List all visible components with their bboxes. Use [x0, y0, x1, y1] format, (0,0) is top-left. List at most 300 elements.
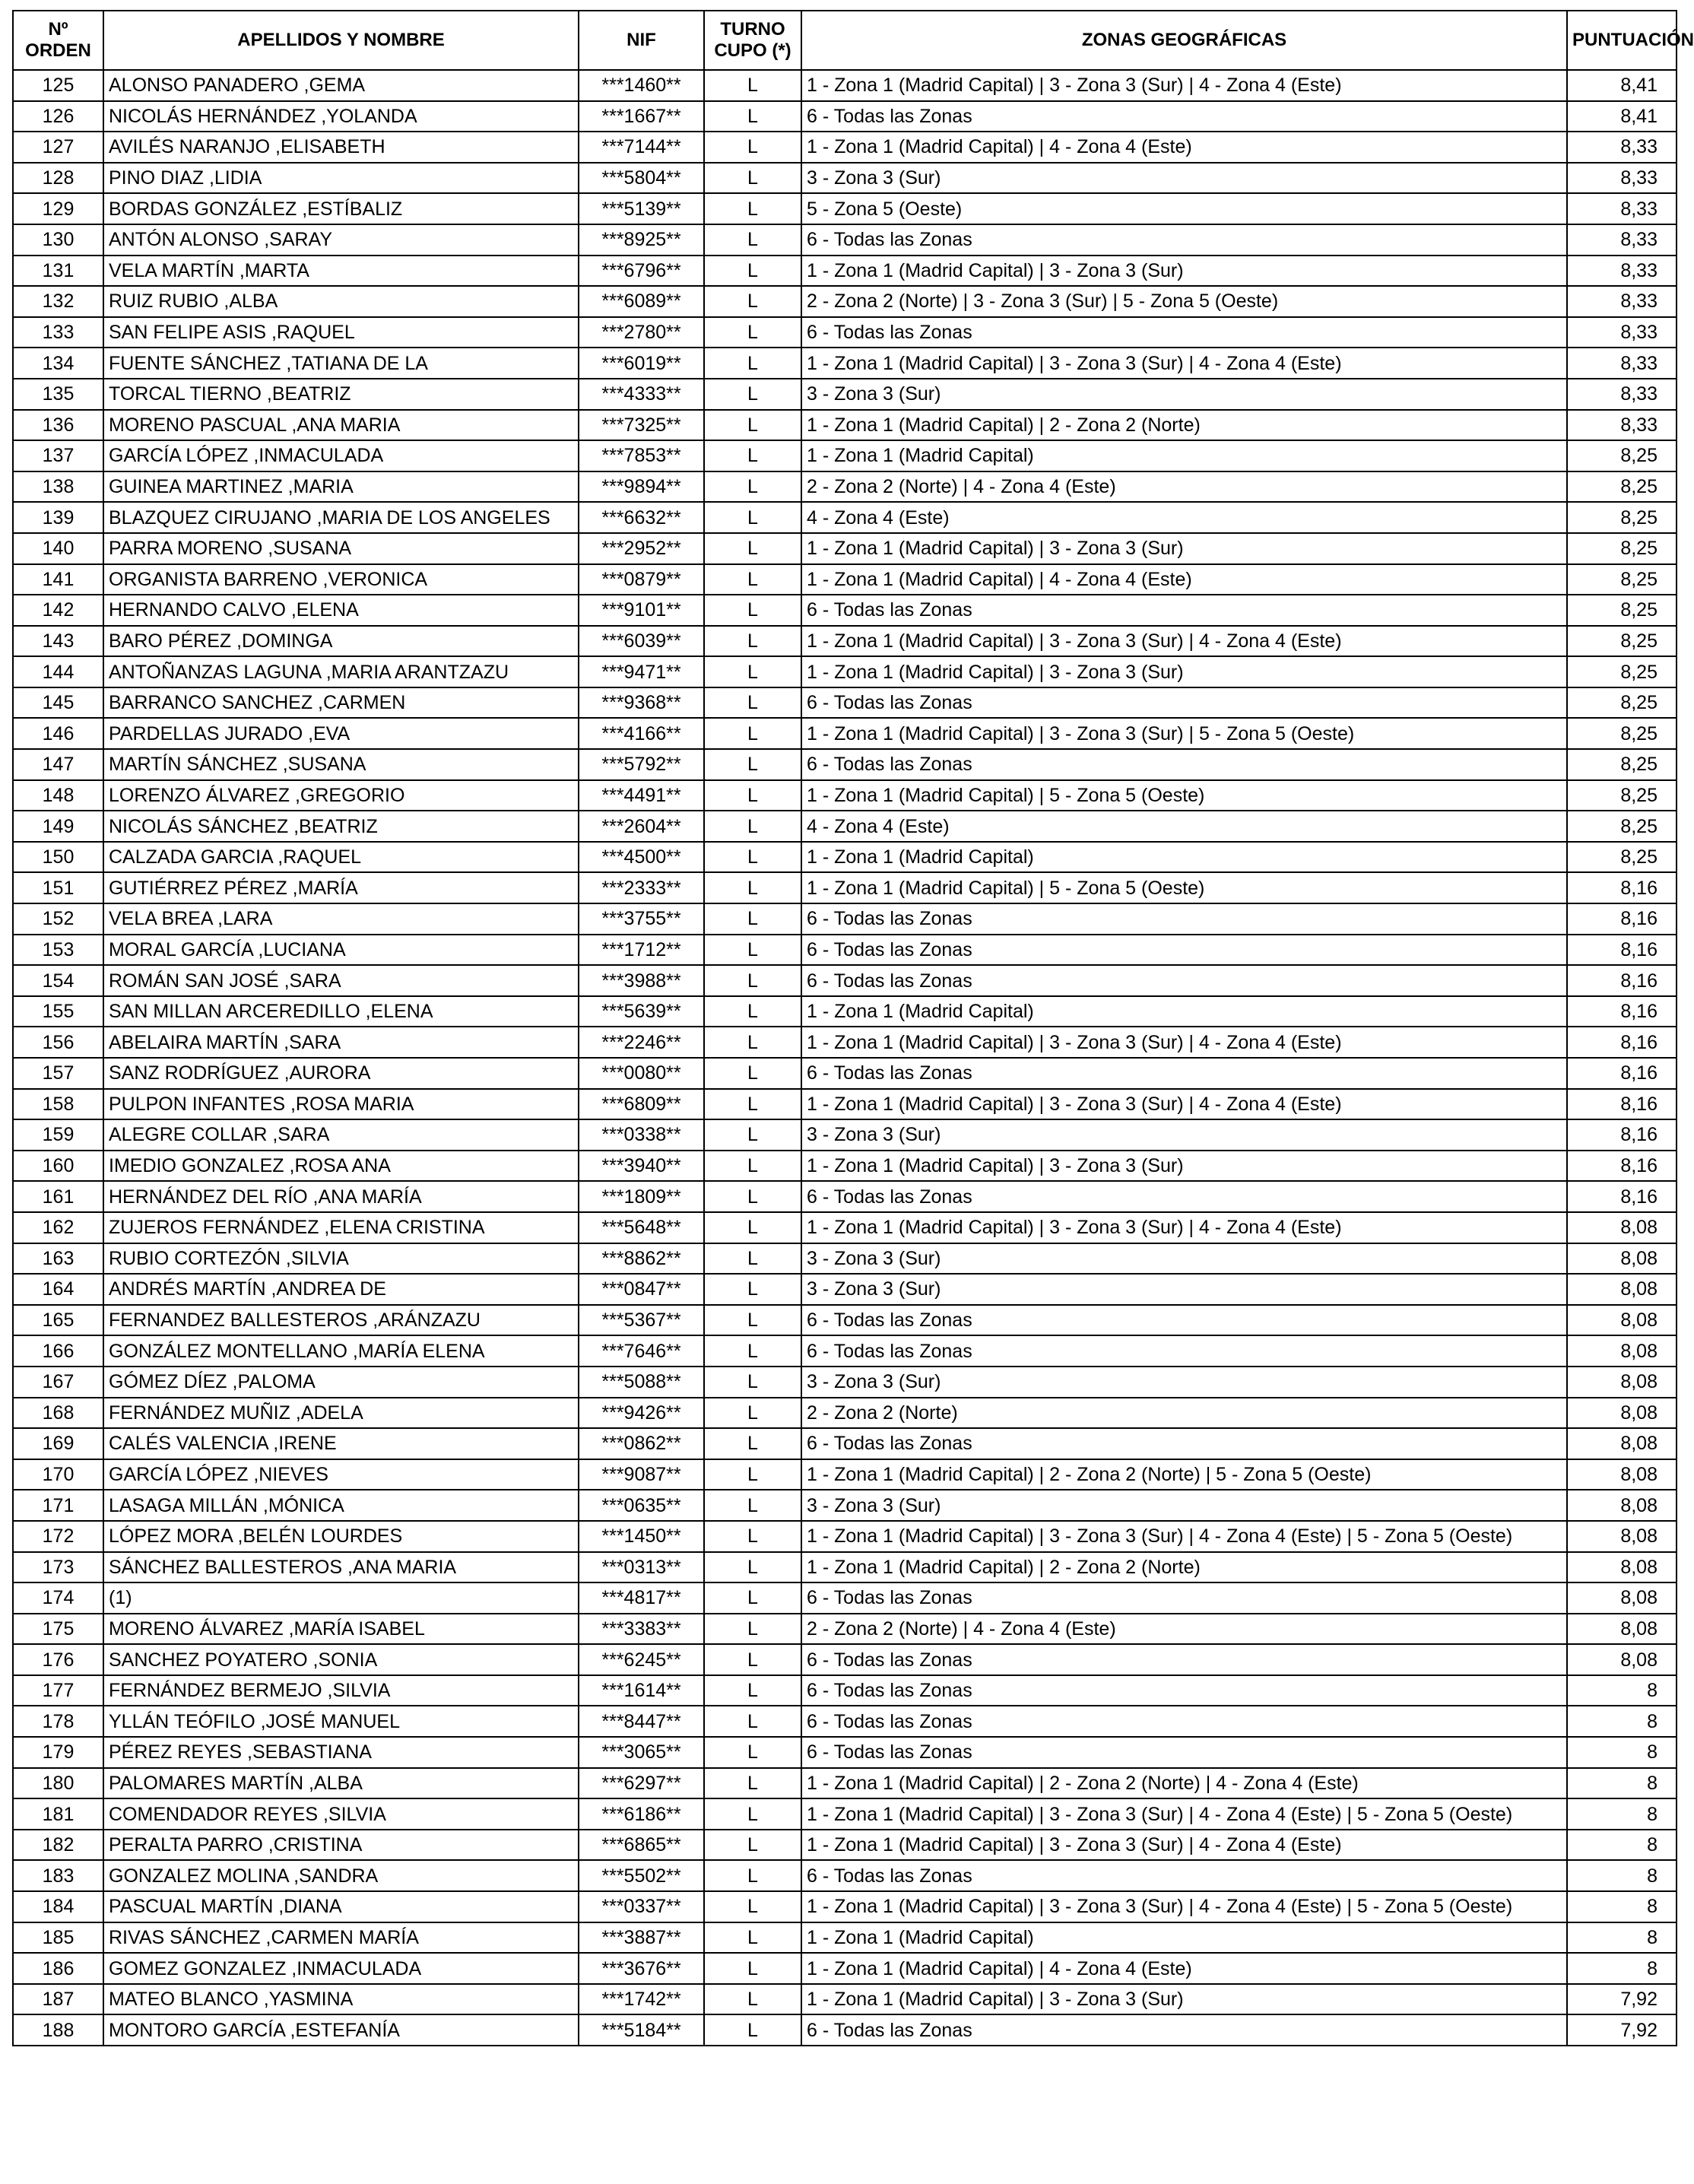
cell-nif: ***6186**	[579, 1798, 704, 1830]
cell-puntuacion: 8	[1567, 1860, 1677, 1891]
table-row	[13, 1552, 1677, 1583]
table-row	[13, 626, 1677, 657]
cell-nif: ***5792**	[579, 749, 704, 780]
cell-turno: L	[704, 1614, 801, 1645]
table-row	[13, 1891, 1677, 1922]
cell-orden: 156	[13, 1027, 103, 1058]
cell-nif: ***0862**	[579, 1428, 704, 1459]
table-row	[13, 193, 1677, 224]
cell-turno: L	[704, 1644, 801, 1675]
table-row	[13, 656, 1677, 687]
cell-orden: 131	[13, 256, 103, 287]
cell-nombre: BARRANCO SANCHEZ ,CARMEN	[103, 687, 579, 719]
table-row	[13, 935, 1677, 966]
cell-nif: ***5088**	[579, 1367, 704, 1398]
cell-turno: L	[704, 163, 801, 194]
table-row	[13, 379, 1677, 410]
cell-zonas: 6 - Todas las Zonas	[801, 749, 1567, 780]
cell-nombre: GONZÁLEZ MONTELLANO ,MARÍA ELENA	[103, 1335, 579, 1367]
cell-zonas: 6 - Todas las Zonas	[801, 1860, 1567, 1891]
cell-orden: 154	[13, 965, 103, 996]
header-zonas: ZONAS GEOGRÁFICAS	[801, 11, 1567, 70]
cell-nif: ***4333**	[579, 379, 704, 410]
cell-nif: ***7144**	[579, 132, 704, 163]
cell-nombre: TORCAL TIERNO ,BEATRIZ	[103, 379, 579, 410]
cell-nif: ***2780**	[579, 317, 704, 348]
cell-orden: 164	[13, 1274, 103, 1305]
cell-turno: L	[704, 718, 801, 749]
table-row	[13, 1984, 1677, 2015]
cell-nombre: ALONSO PANADERO ,GEMA	[103, 70, 579, 101]
cell-nombre: GONZALEZ MOLINA ,SANDRA	[103, 1860, 579, 1891]
header-row	[13, 11, 1677, 70]
cell-zonas: 6 - Todas las Zonas	[801, 687, 1567, 719]
cell-nombre: GARCÍA LÓPEZ ,NIEVES	[103, 1459, 579, 1490]
cell-orden: 147	[13, 749, 103, 780]
cell-puntuacion: 8,33	[1567, 193, 1677, 224]
cell-puntuacion: 8,08	[1567, 1305, 1677, 1336]
cell-turno: L	[704, 1459, 801, 1490]
cell-puntuacion: 8,41	[1567, 101, 1677, 132]
cell-puntuacion: 8,33	[1567, 348, 1677, 379]
cell-nif: ***3887**	[579, 1922, 704, 1954]
cell-turno: L	[704, 1274, 801, 1305]
cell-orden: 167	[13, 1367, 103, 1398]
cell-zonas: 1 - Zona 1 (Madrid Capital) | 5 - Zona 5 (Oeste)	[801, 872, 1567, 903]
cell-puntuacion: 8,08	[1567, 1335, 1677, 1367]
cell-orden: 151	[13, 872, 103, 903]
header-orden-line1: Nº	[48, 19, 68, 40]
cell-nombre: BORDAS GONZÁLEZ ,ESTÍBALIZ	[103, 193, 579, 224]
cell-puntuacion: 8,08	[1567, 1367, 1677, 1398]
cell-zonas: 6 - Todas las Zonas	[801, 903, 1567, 935]
cell-nombre: LASAGA MILLÁN ,MÓNICA	[103, 1490, 579, 1521]
table-row	[13, 1860, 1677, 1891]
cell-puntuacion: 8,33	[1567, 317, 1677, 348]
cell-puntuacion: 8,33	[1567, 379, 1677, 410]
cell-puntuacion: 8,16	[1567, 872, 1677, 903]
cell-puntuacion: 7,92	[1567, 1984, 1677, 2015]
cell-orden: 172	[13, 1521, 103, 1552]
cell-orden: 180	[13, 1768, 103, 1799]
cell-puntuacion: 8,25	[1567, 656, 1677, 687]
table-row	[13, 1644, 1677, 1675]
cell-puntuacion: 8,25	[1567, 718, 1677, 749]
cell-nombre: FERNÁNDEZ MUÑIZ ,ADELA	[103, 1398, 579, 1429]
table-row	[13, 1367, 1677, 1398]
cell-nif: ***8447**	[579, 1706, 704, 1737]
cell-nombre: PASCUAL MARTÍN ,DIANA	[103, 1891, 579, 1922]
cell-nif: ***9426**	[579, 1398, 704, 1429]
cell-zonas: 1 - Zona 1 (Madrid Capital)	[801, 1922, 1567, 1954]
cell-zonas: 6 - Todas las Zonas	[801, 935, 1567, 966]
cell-nif: ***0080**	[579, 1058, 704, 1089]
cell-orden: 169	[13, 1428, 103, 1459]
table-row	[13, 749, 1677, 780]
table-row	[13, 502, 1677, 533]
cell-turno: L	[704, 1737, 801, 1768]
cell-zonas: 1 - Zona 1 (Madrid Capital) | 3 - Zona 3 (Sur) | 4 - Zona 4 (Este)	[801, 70, 1567, 101]
cell-turno: L	[704, 935, 801, 966]
cell-puntuacion: 8,33	[1567, 224, 1677, 256]
cell-turno: L	[704, 1521, 801, 1552]
cell-turno: L	[704, 1798, 801, 1830]
cell-turno: L	[704, 132, 801, 163]
table-row	[13, 348, 1677, 379]
cell-turno: L	[704, 1089, 801, 1120]
cell-orden: 138	[13, 471, 103, 503]
cell-turno: L	[704, 1830, 801, 1861]
cell-orden: 142	[13, 595, 103, 626]
cell-turno: L	[704, 687, 801, 719]
cell-nif: ***9368**	[579, 687, 704, 719]
cell-nombre: LÓPEZ MORA ,BELÉN LOURDES	[103, 1521, 579, 1552]
cell-zonas: 1 - Zona 1 (Madrid Capital) | 3 - Zona 3 (Sur) | 4 - Zona 4 (Este) | 5 - Zona 5 (Oeste)	[801, 1521, 1567, 1552]
cell-nombre: BLAZQUEZ CIRUJANO ,MARIA DE LOS ANGELES	[103, 502, 579, 533]
cell-zonas: 6 - Todas las Zonas	[801, 1737, 1567, 1768]
cell-zonas: 2 - Zona 2 (Norte) | 4 - Zona 4 (Este)	[801, 471, 1567, 503]
cell-nombre: GUINEA MARTINEZ ,MARIA	[103, 471, 579, 503]
cell-turno: L	[704, 1212, 801, 1243]
table-row	[13, 718, 1677, 749]
cell-zonas: 6 - Todas las Zonas	[801, 1706, 1567, 1737]
cell-nombre: SAN FELIPE ASIS ,RAQUEL	[103, 317, 579, 348]
cell-zonas: 3 - Zona 3 (Sur)	[801, 1243, 1567, 1275]
cell-puntuacion: 8	[1567, 1737, 1677, 1768]
cell-turno: L	[704, 410, 801, 441]
cell-nif: ***5639**	[579, 996, 704, 1027]
cell-orden: 140	[13, 533, 103, 564]
cell-zonas: 1 - Zona 1 (Madrid Capital) | 3 - Zona 3 (Sur)	[801, 533, 1567, 564]
cell-turno: L	[704, 1335, 801, 1367]
cell-orden: 185	[13, 1922, 103, 1954]
table-row	[13, 1119, 1677, 1151]
cell-puntuacion: 8,25	[1567, 502, 1677, 533]
cell-nif: ***6089**	[579, 286, 704, 317]
cell-nombre: SÁNCHEZ BALLESTEROS ,ANA MARIA	[103, 1552, 579, 1583]
cell-puntuacion: 8,25	[1567, 749, 1677, 780]
table-row	[13, 101, 1677, 132]
cell-orden: 153	[13, 935, 103, 966]
cell-nif: ***1809**	[579, 1181, 704, 1212]
cell-orden: 130	[13, 224, 103, 256]
cell-turno: L	[704, 1706, 801, 1737]
cell-puntuacion: 8,16	[1567, 1181, 1677, 1212]
cell-nombre: VELA MARTÍN ,MARTA	[103, 256, 579, 287]
cell-puntuacion: 8	[1567, 1953, 1677, 1984]
cell-puntuacion: 8	[1567, 1798, 1677, 1830]
cell-puntuacion: 8,16	[1567, 1058, 1677, 1089]
cell-orden: 171	[13, 1490, 103, 1521]
cell-turno: L	[704, 286, 801, 317]
cell-orden: 148	[13, 780, 103, 811]
cell-nif: ***7325**	[579, 410, 704, 441]
cell-zonas: 6 - Todas las Zonas	[801, 1644, 1567, 1675]
cell-puntuacion: 8,08	[1567, 1459, 1677, 1490]
cell-turno: L	[704, 749, 801, 780]
table-row	[13, 533, 1677, 564]
cell-orden: 150	[13, 842, 103, 873]
cell-orden: 136	[13, 410, 103, 441]
cell-nombre: GUTIÉRREZ PÉREZ ,MARÍA	[103, 872, 579, 903]
cell-nif: ***0313**	[579, 1552, 704, 1583]
header-puntuacion: PUNTUACIÓN	[1567, 11, 1677, 70]
cell-turno: L	[704, 70, 801, 101]
cell-zonas: 2 - Zona 2 (Norte)	[801, 1398, 1567, 1429]
cell-nombre: MORAL GARCÍA ,LUCIANA	[103, 935, 579, 966]
cell-nombre: PARDELLAS JURADO ,EVA	[103, 718, 579, 749]
cell-zonas: 1 - Zona 1 (Madrid Capital) | 3 - Zona 3 (Sur)	[801, 656, 1567, 687]
cell-zonas: 1 - Zona 1 (Madrid Capital) | 3 - Zona 3 (Sur) | 4 - Zona 4 (Este)	[801, 1830, 1567, 1861]
table-row	[13, 1768, 1677, 1799]
cell-nombre: AVILÉS NARANJO ,ELISABETH	[103, 132, 579, 163]
cell-turno: L	[704, 872, 801, 903]
cell-zonas: 3 - Zona 3 (Sur)	[801, 163, 1567, 194]
cell-nif: ***3065**	[579, 1737, 704, 1768]
cell-nombre: FERNÁNDEZ BERMEJO ,SILVIA	[103, 1675, 579, 1706]
cell-zonas: 1 - Zona 1 (Madrid Capital) | 3 - Zona 3 (Sur) | 5 - Zona 5 (Oeste)	[801, 718, 1567, 749]
cell-nombre: CALZADA GARCIA ,RAQUEL	[103, 842, 579, 873]
cell-orden: 170	[13, 1459, 103, 1490]
cell-orden: 168	[13, 1398, 103, 1429]
cell-nif: ***3988**	[579, 965, 704, 996]
cell-orden: 165	[13, 1305, 103, 1336]
cell-nif: ***5367**	[579, 1305, 704, 1336]
cell-nombre: ALEGRE COLLAR ,SARA	[103, 1119, 579, 1151]
cell-nombre: PERALTA PARRO ,CRISTINA	[103, 1830, 579, 1861]
cell-puntuacion: 8	[1567, 1922, 1677, 1954]
table-row	[13, 1027, 1677, 1058]
cell-zonas: 6 - Todas las Zonas	[801, 1582, 1567, 1614]
cell-zonas: 6 - Todas las Zonas	[801, 595, 1567, 626]
table-row	[13, 471, 1677, 503]
cell-nif: ***5139**	[579, 193, 704, 224]
cell-puntuacion: 8,08	[1567, 1614, 1677, 1645]
cell-nombre: CALÉS VALENCIA ,IRENE	[103, 1428, 579, 1459]
table-row	[13, 410, 1677, 441]
cell-puntuacion: 8,08	[1567, 1552, 1677, 1583]
cell-turno: L	[704, 1398, 801, 1429]
cell-turno: L	[704, 1367, 801, 1398]
cell-puntuacion: 8,16	[1567, 935, 1677, 966]
cell-nif: ***6796**	[579, 256, 704, 287]
cell-nombre: MORENO PASCUAL ,ANA MARIA	[103, 410, 579, 441]
table-row	[13, 687, 1677, 719]
cell-zonas: 1 - Zona 1 (Madrid Capital) | 4 - Zona 4 (Este)	[801, 564, 1567, 595]
table-row	[13, 286, 1677, 317]
cell-zonas: 3 - Zona 3 (Sur)	[801, 1274, 1567, 1305]
cell-turno: L	[704, 626, 801, 657]
cell-zonas: 6 - Todas las Zonas	[801, 1335, 1567, 1367]
cell-turno: L	[704, 533, 801, 564]
cell-puntuacion: 8,41	[1567, 70, 1677, 101]
cell-nombre: COMENDADOR REYES ,SILVIA	[103, 1798, 579, 1830]
cell-orden: 183	[13, 1860, 103, 1891]
cell-nif: ***7646**	[579, 1335, 704, 1367]
table-row	[13, 1335, 1677, 1367]
cell-nombre: RIVAS SÁNCHEZ ,CARMEN MARÍA	[103, 1922, 579, 1954]
table-row	[13, 1428, 1677, 1459]
table-row	[13, 1922, 1677, 1954]
cell-nombre: NICOLÁS HERNÁNDEZ ,YOLANDA	[103, 101, 579, 132]
cell-orden: 133	[13, 317, 103, 348]
cell-orden: 182	[13, 1830, 103, 1861]
table-row	[13, 132, 1677, 163]
cell-orden: 127	[13, 132, 103, 163]
cell-nif: ***0635**	[579, 1490, 704, 1521]
cell-puntuacion: 8,25	[1567, 595, 1677, 626]
cell-orden: 141	[13, 564, 103, 595]
cell-nif: ***1614**	[579, 1675, 704, 1706]
cell-nif: ***9894**	[579, 471, 704, 503]
cell-zonas: 1 - Zona 1 (Madrid Capital) | 4 - Zona 4 (Este)	[801, 132, 1567, 163]
table-row	[13, 1398, 1677, 1429]
table-row	[13, 1089, 1677, 1120]
cell-puntuacion: 8,25	[1567, 687, 1677, 719]
table-row	[13, 1798, 1677, 1830]
table-row	[13, 1243, 1677, 1275]
cell-turno: L	[704, 1428, 801, 1459]
cell-puntuacion: 8,25	[1567, 533, 1677, 564]
cell-orden: 163	[13, 1243, 103, 1275]
cell-turno: L	[704, 1582, 801, 1614]
cell-nombre: MATEO BLANCO ,YASMINA	[103, 1984, 579, 2015]
cell-nif: ***0337**	[579, 1891, 704, 1922]
table-row	[13, 2014, 1677, 2046]
table-row	[13, 1151, 1677, 1182]
cell-nombre: PULPON INFANTES ,ROSA MARIA	[103, 1089, 579, 1120]
cell-orden: 176	[13, 1644, 103, 1675]
table-row	[13, 1521, 1677, 1552]
cell-nombre: SANCHEZ POYATERO ,SONIA	[103, 1644, 579, 1675]
header-nombre: APELLIDOS Y NOMBRE	[103, 11, 579, 70]
header-nif: NIF	[579, 11, 704, 70]
table-row	[13, 1058, 1677, 1089]
cell-nombre: ANDRÉS MARTÍN ,ANDREA DE	[103, 1274, 579, 1305]
cell-zonas: 1 - Zona 1 (Madrid Capital) | 3 - Zona 3 (Sur) | 4 - Zona 4 (Este)	[801, 1212, 1567, 1243]
cell-orden: 173	[13, 1552, 103, 1583]
cell-nombre: PALOMARES MARTÍN ,ALBA	[103, 1768, 579, 1799]
cell-nombre: HERNÁNDEZ DEL RÍO ,ANA MARÍA	[103, 1181, 579, 1212]
table-row	[13, 1675, 1677, 1706]
cell-nif: ***5184**	[579, 2014, 704, 2046]
cell-zonas: 3 - Zona 3 (Sur)	[801, 1119, 1567, 1151]
cell-nif: ***0879**	[579, 564, 704, 595]
cell-nombre: ORGANISTA BARRENO ,VERONICA	[103, 564, 579, 595]
cell-zonas: 3 - Zona 3 (Sur)	[801, 1367, 1567, 1398]
cell-puntuacion: 8,33	[1567, 256, 1677, 287]
cell-puntuacion: 8,08	[1567, 1428, 1677, 1459]
cell-turno: L	[704, 2014, 801, 2046]
header-turno-line1: TURNO	[720, 19, 785, 40]
cell-puntuacion: 8,08	[1567, 1490, 1677, 1521]
cell-orden: 159	[13, 1119, 103, 1151]
table-row	[13, 1953, 1677, 1984]
cell-orden: 188	[13, 2014, 103, 2046]
cell-nif: ***9471**	[579, 656, 704, 687]
cell-zonas: 6 - Todas las Zonas	[801, 2014, 1567, 2046]
cell-nif: ***0338**	[579, 1119, 704, 1151]
cell-nif: ***6865**	[579, 1830, 704, 1861]
table-row	[13, 1305, 1677, 1336]
cell-nif: ***8925**	[579, 224, 704, 256]
cell-zonas: 1 - Zona 1 (Madrid Capital) | 2 - Zona 2 (Norte)	[801, 1552, 1567, 1583]
cell-nif: ***6632**	[579, 502, 704, 533]
cell-nombre: NICOLÁS SÁNCHEZ ,BEATRIZ	[103, 811, 579, 842]
cell-nombre: RUBIO CORTEZÓN ,SILVIA	[103, 1243, 579, 1275]
cell-puntuacion: 8,25	[1567, 440, 1677, 471]
table-row	[13, 1490, 1677, 1521]
cell-nif: ***4491**	[579, 780, 704, 811]
cell-nif: ***6809**	[579, 1089, 704, 1120]
cell-zonas: 2 - Zona 2 (Norte) | 3 - Zona 3 (Sur) | 5 - Zona 5 (Oeste)	[801, 286, 1567, 317]
cell-orden: 178	[13, 1706, 103, 1737]
cell-nombre: MORENO ÁLVAREZ ,MARÍA ISABEL	[103, 1614, 579, 1645]
cell-zonas: 5 - Zona 5 (Oeste)	[801, 193, 1567, 224]
cell-puntuacion: 8	[1567, 1706, 1677, 1737]
cell-nif: ***6297**	[579, 1768, 704, 1799]
cell-turno: L	[704, 564, 801, 595]
cell-orden: 144	[13, 656, 103, 687]
cell-zonas: 6 - Todas las Zonas	[801, 1181, 1567, 1212]
cell-puntuacion: 8,16	[1567, 1151, 1677, 1182]
cell-turno: L	[704, 256, 801, 287]
cell-nif: ***1667**	[579, 101, 704, 132]
cell-nif: ***5804**	[579, 163, 704, 194]
cell-turno: L	[704, 1552, 801, 1583]
cell-nombre: ABELAIRA MARTÍN ,SARA	[103, 1027, 579, 1058]
cell-orden: 177	[13, 1675, 103, 1706]
table-row	[13, 872, 1677, 903]
cell-zonas: 6 - Todas las Zonas	[801, 224, 1567, 256]
table-row	[13, 70, 1677, 101]
cell-puntuacion: 8,08	[1567, 1274, 1677, 1305]
cell-orden: 139	[13, 502, 103, 533]
cell-nombre: FERNANDEZ BALLESTEROS ,ARÁNZAZU	[103, 1305, 579, 1336]
cell-turno: L	[704, 656, 801, 687]
cell-nombre: GÓMEZ DÍEZ ,PALOMA	[103, 1367, 579, 1398]
cell-orden: 132	[13, 286, 103, 317]
header-turno-line2: CUPO (*)	[714, 40, 791, 61]
cell-puntuacion: 8,16	[1567, 1027, 1677, 1058]
cell-nombre: ANTÓN ALONSO ,SARAY	[103, 224, 579, 256]
cell-turno: L	[704, 842, 801, 873]
header-turno	[704, 11, 801, 70]
cell-nif: ***4500**	[579, 842, 704, 873]
cell-orden: 134	[13, 348, 103, 379]
cell-orden: 175	[13, 1614, 103, 1645]
cell-orden: 145	[13, 687, 103, 719]
cell-zonas: 1 - Zona 1 (Madrid Capital)	[801, 440, 1567, 471]
cell-orden: 129	[13, 193, 103, 224]
table-row	[13, 564, 1677, 595]
cell-zonas: 1 - Zona 1 (Madrid Capital)	[801, 842, 1567, 873]
cell-orden: 152	[13, 903, 103, 935]
cell-nif: ***1460**	[579, 70, 704, 101]
cell-zonas: 6 - Todas las Zonas	[801, 317, 1567, 348]
cell-puntuacion: 8,08	[1567, 1212, 1677, 1243]
cell-puntuacion: 8,25	[1567, 626, 1677, 657]
cell-turno: L	[704, 1243, 801, 1275]
cell-puntuacion: 8,08	[1567, 1521, 1677, 1552]
cell-nif: ***1712**	[579, 935, 704, 966]
cell-zonas: 1 - Zona 1 (Madrid Capital) | 3 - Zona 3 (Sur)	[801, 1984, 1567, 2015]
cell-nombre: LORENZO ÁLVAREZ ,GREGORIO	[103, 780, 579, 811]
cell-turno: L	[704, 101, 801, 132]
table-row	[13, 256, 1677, 287]
cell-nif: ***1742**	[579, 1984, 704, 2015]
cell-turno: L	[704, 903, 801, 935]
